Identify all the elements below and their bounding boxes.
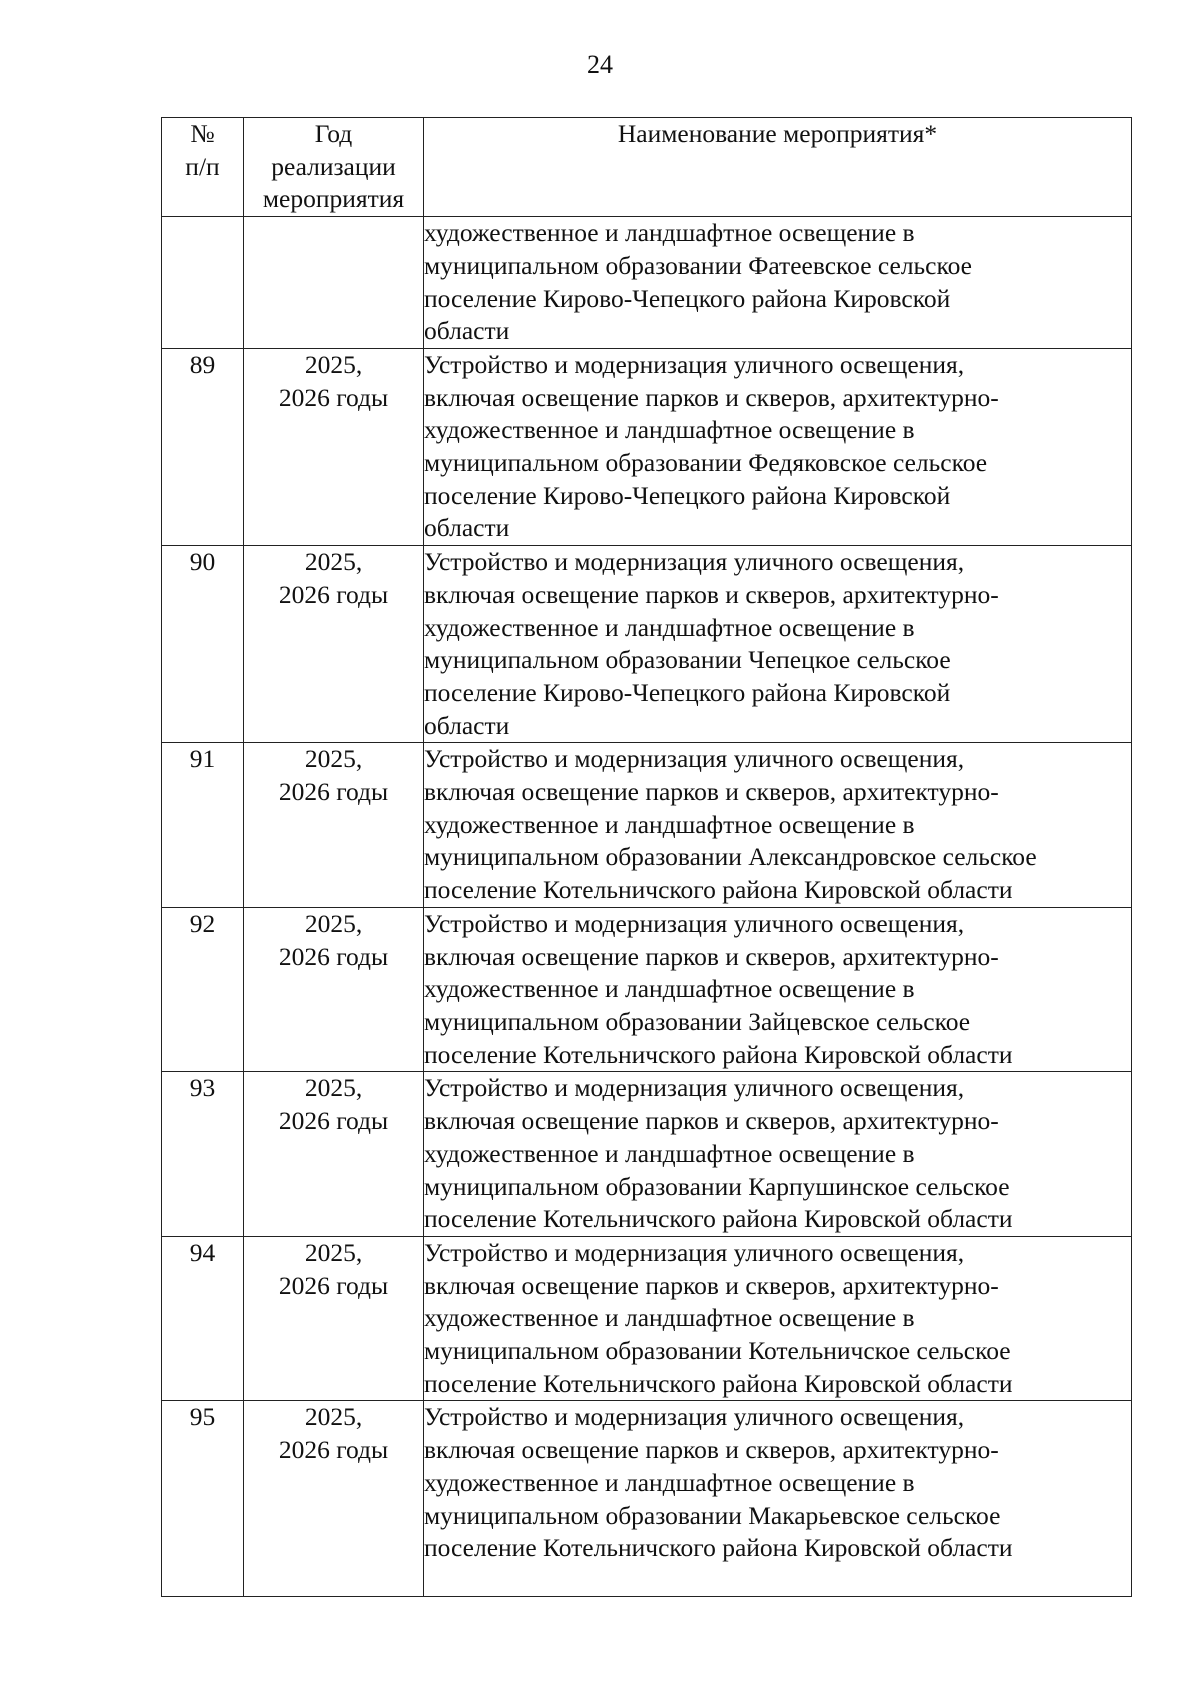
table-row [162,743,1132,908]
name-line: Устройство и модернизация уличного освещения, [424,547,965,577]
table-row [162,348,1132,545]
row-number: 93 [162,1072,244,1237]
name-line: художественное и ландшафтное освещение в [424,809,915,839]
year-line: 2025, [304,349,363,379]
row-number: 94 [162,1236,244,1401]
table-header-row [162,118,1132,217]
year-line: 2026 годы [278,579,389,609]
name-line: поселение Кирово-Чепецкого района Кировской [424,283,951,313]
year-line: 2026 годы [278,1106,389,1136]
row-year [244,1236,424,1401]
year-line: 2026 годы [278,777,389,807]
name-line: художественное и ландшафтное освещение в [424,974,915,1004]
header-text: Наименование мероприятия* [617,119,938,148]
name-line: муниципальном образовании Карпушинское сельское [424,1171,1010,1201]
row-year [244,743,424,908]
name-line: включая освещение парков и скверов, архитектурно- [424,777,999,807]
name-line: включая освещение парков и скверов, архитектурно- [424,579,999,609]
header-text: п/п [185,151,220,181]
name-line: художественное и ландшафтное освещение в [424,218,915,248]
year-line: 2025, [304,744,363,774]
header-text: реализации [271,151,396,181]
name-line: художественное и ландшафтное освещение в [424,1303,915,1333]
row-name [424,1072,1132,1237]
name-line: области [424,513,510,543]
table-row [162,1236,1132,1401]
table-row [162,546,1132,743]
name-line: художественное и ландшафтное освещение в [424,612,915,642]
name-line: художественное и ландшафтное освещение в [424,1138,915,1168]
page-number: 24 [587,50,613,79]
header-name [424,118,1132,217]
header-number [162,118,244,217]
name-line: включая освещение парков и скверов, архитектурно- [424,382,999,412]
name-line: муниципальном образовании Федяковское сельское [424,448,988,478]
name-line: поселение Котельничского района Кировской области [424,1039,1013,1069]
name-line: муниципальном образовании Александровское сельское [424,842,1037,872]
name-line: поселение Кирово-Чепецкого района Кировской [424,677,951,707]
name-line: поселение Котельничского района Кировской области [424,1368,1013,1398]
year-line: 2026 годы [278,382,389,412]
row-name [424,348,1132,545]
name-line: поселение Котельничского района Кировской области [424,1533,1013,1563]
name-line: поселение Кирово-Чепецкого района Кировской [424,480,951,510]
header-text: мероприятия [262,184,405,214]
name-line: поселение Котельничского района Кировской области [424,1204,1013,1234]
table-row [162,1072,1132,1237]
header-year [244,118,424,217]
row-year [244,348,424,545]
name-line: муниципальном образовании Котельничское сельское [424,1336,1011,1366]
name-line: муниципальном образовании Зайцевское сельское [424,1006,971,1036]
measures-table [161,117,1132,1597]
name-line: включая освещение парков и скверов, архитектурно- [424,1435,999,1465]
row-number: 90 [162,546,244,743]
name-line: художественное и ландшафтное освещение в [424,1467,915,1497]
row-name [424,1401,1132,1597]
name-line: включая освещение парков и скверов, архитектурно- [424,941,999,971]
year-line: 2025, [304,547,363,577]
row-name [424,1236,1132,1401]
year-line: 2025, [304,1402,363,1432]
name-line: Устройство и модернизация уличного освещения, [424,1073,965,1103]
row-number [162,217,244,349]
name-line: муниципальном образовании Макарьевское сельское [424,1500,1001,1530]
header-text: № [190,119,215,148]
row-year [244,1401,424,1597]
name-line: области [424,710,510,740]
name-line: поселение Котельничского района Кировской области [424,875,1013,905]
name-line: включая освещение парков и скверов, архитектурно- [424,1270,999,1300]
table-row [162,907,1132,1072]
row-number: 92 [162,907,244,1072]
row-name [424,743,1132,908]
row-name [424,907,1132,1072]
row-name [424,217,1132,349]
row-name [424,546,1132,743]
row-number: 91 [162,743,244,908]
year-line: 2025, [304,908,363,938]
name-line: муниципальном образовании Чепецкое сельское [424,645,951,675]
row-number: 89 [162,348,244,545]
name-line: Устройство и модернизация уличного освещения, [424,744,965,774]
name-line: Устройство и модернизация уличного освещения, [424,349,965,379]
row-year [244,217,424,349]
name-line: области [424,316,510,346]
name-line: художественное и ландшафтное освещение в [424,415,915,445]
row-year [244,907,424,1072]
name-line: Устройство и модернизация уличного освещения, [424,1402,965,1432]
year-line: 2026 годы [278,1435,389,1465]
name-line: Устройство и модернизация уличного освещения, [424,1237,965,1267]
name-line: включая освещение парков и скверов, архитектурно- [424,1106,999,1136]
name-line: Устройство и модернизация уличного освещения, [424,908,965,938]
year-line: 2025, [304,1073,363,1103]
name-line: муниципальном образовании Фатеевское сельское [424,250,972,280]
row-year [244,546,424,743]
year-line: 2025, [304,1237,363,1267]
row-year [244,1072,424,1237]
header-text: Год [314,119,353,148]
table-row [162,217,1132,349]
year-line: 2026 годы [278,1270,389,1300]
row-number: 95 [162,1401,244,1597]
table-row [162,1401,1132,1597]
year-line: 2026 годы [278,941,389,971]
